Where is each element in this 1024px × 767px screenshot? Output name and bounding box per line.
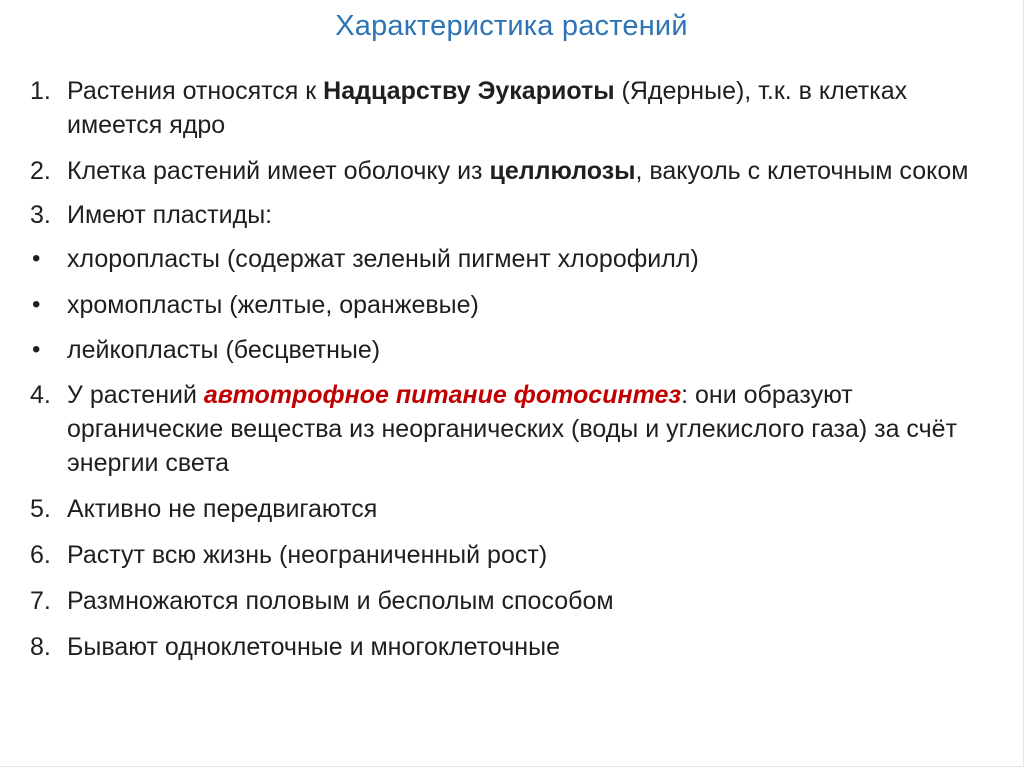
item-text: Активно не передвигаются bbox=[67, 495, 378, 523]
item-text: лейкопласты (бесцветные) bbox=[67, 336, 381, 364]
item-number: 6. bbox=[30, 541, 51, 569]
item-text: : они образуют органические вещества из неорганических (воды и углекислого газа) за счёт энергии света bbox=[67, 381, 958, 477]
bullet-item bbox=[30, 333, 990, 367]
slide-title: Характеристика растений bbox=[335, 10, 688, 42]
item-number: 3. bbox=[30, 201, 51, 229]
numbered-item bbox=[30, 154, 990, 188]
bullet-marker: • bbox=[32, 291, 41, 318]
item-number: 7. bbox=[30, 587, 51, 615]
item-text: (Ядерные), т.к. в клетках имеется ядро bbox=[67, 77, 908, 139]
item-number: 8. bbox=[30, 633, 51, 661]
highlighted-term: автотрофное питание фотосинтез bbox=[203, 381, 682, 409]
item-text: хлоропласты (содержат зеленый пигмент хлорофилл) bbox=[67, 245, 699, 273]
numbered-item bbox=[30, 74, 990, 142]
item-text: хромопласты (желтые, оранжевые) bbox=[67, 291, 479, 319]
item-list bbox=[30, 74, 990, 664]
numbered-item bbox=[30, 630, 990, 664]
item-text: Размножаются половым и бесполым способом bbox=[67, 587, 614, 615]
bullet-item bbox=[30, 288, 990, 322]
item-text: Клетка растений имеет оболочку из bbox=[67, 157, 490, 185]
item-number: 2. bbox=[30, 157, 51, 185]
item-text: Растения относятся к bbox=[67, 77, 324, 105]
numbered-item bbox=[30, 198, 990, 232]
numbered-item bbox=[30, 492, 990, 526]
numbered-item bbox=[30, 538, 990, 572]
item-number: 4. bbox=[30, 381, 51, 409]
item-number: 1. bbox=[30, 77, 51, 105]
bold-term: Надцарству Эукариоты bbox=[323, 77, 615, 105]
item-text: , вакуоль с клеточным соком bbox=[635, 157, 969, 185]
item-number: 5. bbox=[30, 495, 51, 523]
numbered-item bbox=[30, 584, 990, 618]
item-text: У растений bbox=[67, 381, 204, 409]
numbered-item bbox=[30, 378, 990, 480]
bold-term: целлюлозы bbox=[489, 157, 636, 185]
item-text: Растут всю жизнь (неограниченный рост) bbox=[67, 541, 548, 569]
item-text: Имеют пластиды: bbox=[67, 201, 273, 229]
item-text: Бывают одноклеточные и многоклеточные bbox=[67, 633, 560, 661]
bullet-marker: • bbox=[32, 245, 41, 272]
bullet-marker: • bbox=[32, 336, 41, 363]
bullet-item bbox=[30, 242, 990, 276]
